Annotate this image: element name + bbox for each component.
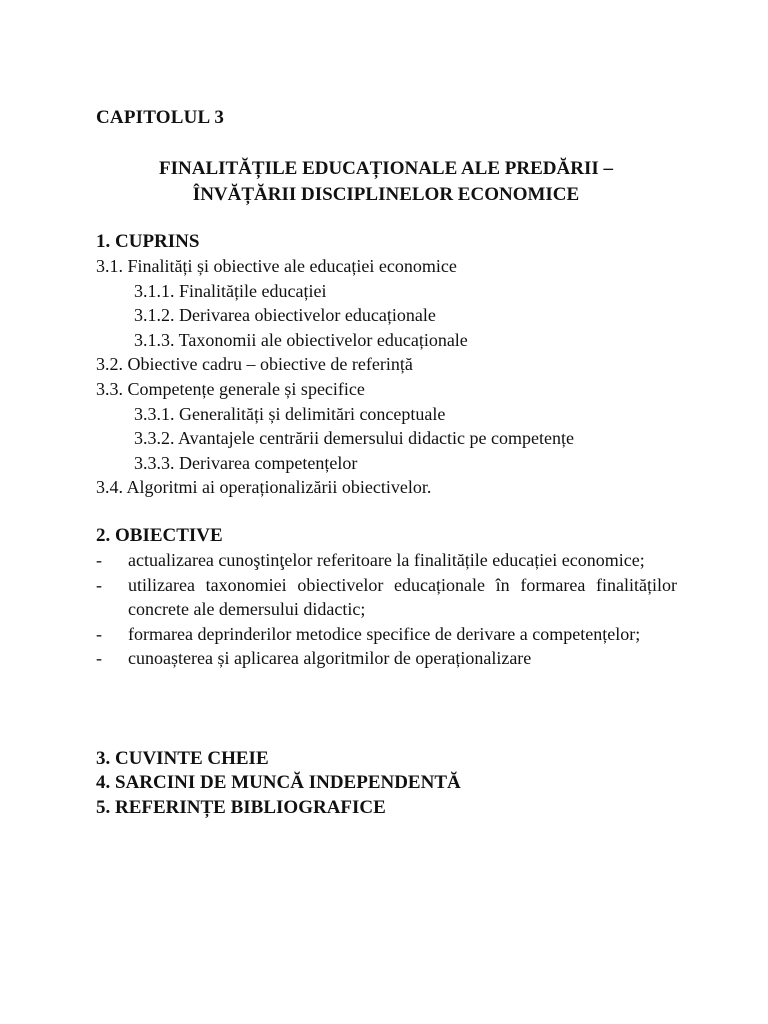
section-heading-sarcini: 4. SARCINI DE MUNCĂ INDEPENDENTĂ bbox=[96, 772, 461, 793]
chapter-label: CAPITOLUL 3 bbox=[96, 107, 225, 128]
chapter-title-line-2: ÎNVĂȚĂRII DISCIPLINELOR ECONOMICE bbox=[192, 184, 580, 205]
objectives-list bbox=[96, 548, 677, 671]
toc-item-3-1-2: 3.1.2. Derivarea obiectivelor educaționale bbox=[134, 305, 436, 326]
toc-item-3-3-2: 3.3.2. Avantajele centrării demersului didactic pe competențe bbox=[134, 428, 574, 449]
toc-item-3-4: 3.4. Algoritmi ai operaționalizării obiectivelor. bbox=[96, 477, 432, 498]
toc-item-3-2: 3.2. Obiective cadru – obiective de referință bbox=[96, 354, 413, 375]
section-heading-cuprins: 1. CUPRINS bbox=[96, 231, 200, 252]
objective-text: formarea deprinderilor metodice specifice de derivare a competențelor; bbox=[128, 623, 641, 644]
table-of-contents bbox=[96, 254, 696, 500]
section-heading-obiective: 2. OBIECTIVE bbox=[96, 525, 223, 546]
objective-text: actualizarea cunoştinţelor referitoare la finalitățile educației economice; bbox=[128, 550, 645, 570]
list-dash: - bbox=[96, 648, 102, 669]
objective-text: cunoașterea și aplicarea algoritmilor de operaționalizare bbox=[128, 648, 532, 669]
objective-item bbox=[96, 622, 677, 647]
objective-item bbox=[96, 548, 677, 573]
list-dash: - bbox=[96, 623, 102, 644]
section-heading-cuvinte-cheie: 3. CUVINTE CHEIE bbox=[96, 748, 269, 769]
toc-item-3-1: 3.1. Finalități și obiective ale educației economice bbox=[96, 256, 457, 276]
toc-item-3-3-3: 3.3.3. Derivarea competențelor bbox=[134, 452, 358, 473]
chapter-title-line-1: FINALITĂȚILE EDUCAȚIONALE ALE PREDĂRII – bbox=[159, 158, 613, 179]
list-dash: - bbox=[96, 574, 102, 595]
toc-item-3-3: 3.3. Competențe generale și specifice bbox=[96, 378, 365, 399]
toc-item-3-1-1: 3.1.1. Finalitățile educației bbox=[134, 280, 327, 301]
toc-item-3-3-1: 3.3.1. Generalități și delimitări conceptuale bbox=[134, 403, 446, 424]
list-dash: - bbox=[96, 550, 102, 570]
objective-text: utilizarea taxonomiei obiectivelor educaționale în formarea finalităților concrete ale demersului didactic; bbox=[128, 574, 677, 620]
objective-item bbox=[96, 573, 677, 622]
section-heading-referinte: 5. REFERINȚE BIBLIOGRAFICE bbox=[96, 797, 386, 818]
toc-item-3-1-3: 3.1.3. Taxonomii ale obiectivelor educaționale bbox=[134, 329, 468, 350]
objective-item bbox=[96, 646, 677, 671]
